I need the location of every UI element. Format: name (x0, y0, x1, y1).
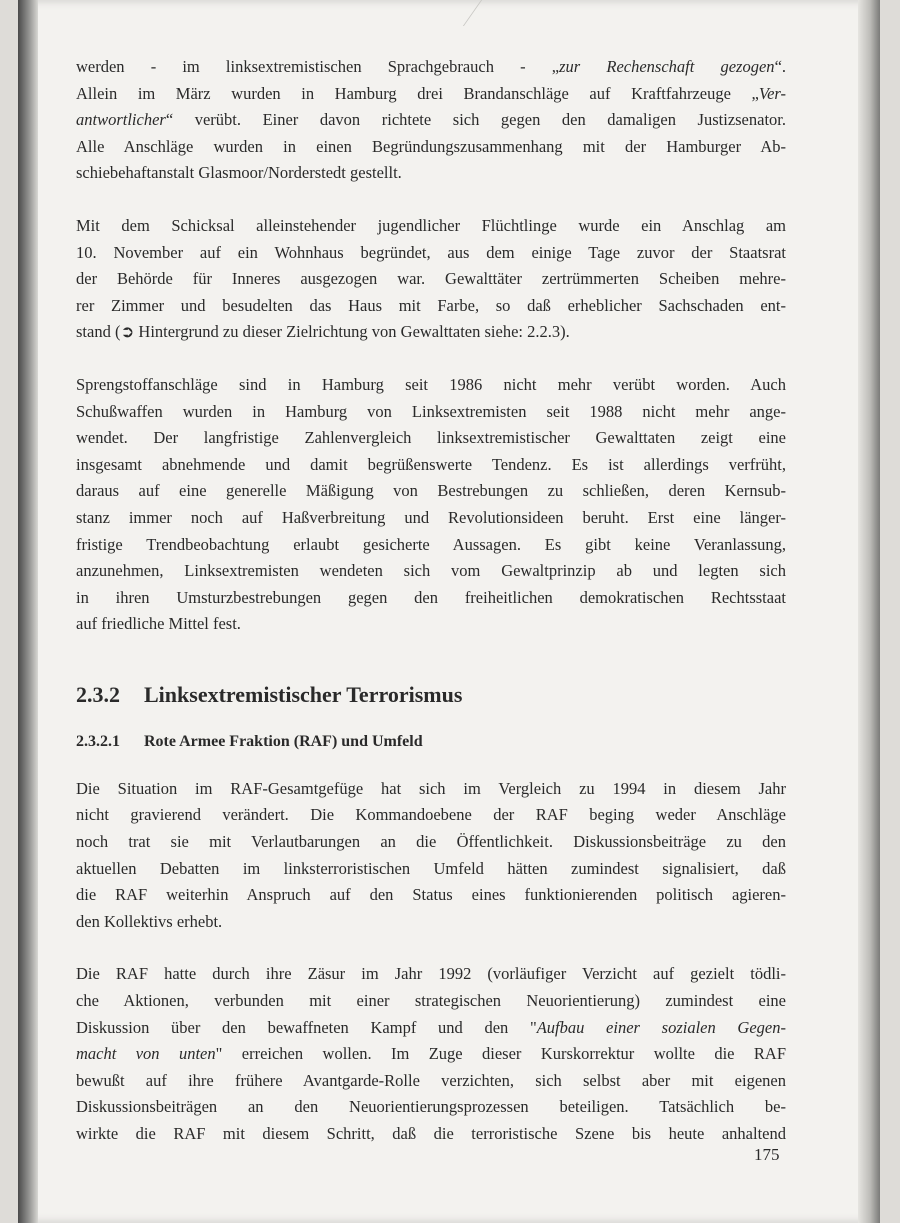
text-run: Alle Anschläge wurden in einen Begründungszusammenhang mit der Hamburger Ab- (76, 136, 786, 156)
text-run: wendet. Der langfristige Zahlenvergleich linksextremistischer Gewalttaten zeigt eine (76, 428, 786, 448)
section-number: 2.3.2 (76, 681, 120, 707)
text-run: “. (774, 57, 787, 76)
text-run: den Kollektivs erhebt. (76, 911, 223, 931)
page-content (76, 54, 786, 1174)
text-line (76, 856, 786, 883)
text-run: " erreichen wollen. Im Zuge dieser Kurskorrektur wollte die RAF (215, 1044, 787, 1064)
subsection-heading (76, 733, 786, 751)
text-line (76, 478, 786, 505)
italic-text: Ver- (758, 83, 786, 103)
text-run: der Behörde für Inneres ausgezogen war. Gewalttäter zertrümmerten Scheiben mehre- (76, 269, 786, 289)
text-line (76, 776, 786, 803)
text-line (76, 882, 786, 909)
text-line (76, 961, 786, 988)
text-run: 10. November auf ein Wohnhaus begründet, aus dem einige Tage zuvor der Staatsrat (76, 242, 786, 262)
text-line (76, 1068, 786, 1095)
text-run: Allein im März wurden in Hamburg drei Brandanschläge auf Kraftfahrzeuge „ (76, 83, 759, 103)
text-run: rer Zimmer und besudelten das Haus mit Farbe, so daß erheblicher Sachschaden ent- (76, 295, 786, 315)
text-line (76, 293, 786, 320)
subsection-title: Rote Armee Fraktion (RAF) und Umfeld (144, 732, 423, 750)
text-run: anzunehmen, Linksextremisten wendeten sich vom Gewaltprinzip ab und legten sich (76, 561, 786, 581)
text-line (76, 558, 786, 585)
text-line (76, 611, 786, 638)
text-run: che Aktionen, verbunden mit einer strategischen Neuorientierung) zumindest eine (76, 991, 786, 1011)
text-line (76, 909, 786, 936)
text-run: in ihren Umsturzbestrebungen gegen den freiheitlichen demokratischen Rechtsstaat (76, 587, 786, 607)
text-run: daraus auf eine generelle Mäßigung von Bestrebungen zu schließen, deren Kernsub- (76, 481, 786, 501)
text-run: Schußwaffen wurden in Hamburg von Linksextremisten seit 1988 nicht mehr ange- (76, 401, 786, 421)
pencil-mark (441, 0, 482, 26)
text-line (76, 1094, 786, 1121)
text-run: insgesamt abnehmende und damit begrüßenswerte Tendenz. Es ist allerdings verfrüht, (76, 454, 786, 474)
text-run: Diskussion über den bewaffneten Kampf und den " (76, 1017, 537, 1037)
text-line (76, 585, 786, 612)
paragraph (76, 54, 786, 187)
text-line (76, 54, 786, 81)
text-line (76, 1041, 786, 1068)
text-run: fristige Trendbeobachtung erlaubt gesicherte Aussagen. Es gibt keine Veranlassung, (76, 534, 786, 554)
text-run: auf friedliche Mittel fest. (76, 614, 241, 634)
text-run: Mit dem Schicksal alleinstehender jugendlicher Flüchtlinge wurde ein Anschlag am (76, 215, 786, 235)
text-run: Sprengstoffanschläge sind in Hamburg seit 1986 nicht mehr verübt worden. Auch (76, 374, 786, 394)
text-run: “ verübt. Einer davon richtete sich gegen den damaligen Justizsenator. (165, 110, 786, 130)
text-run: stanz immer noch auf Haßverbreitung und Revolutionsideen beruht. Erst eine länger- (76, 507, 786, 527)
book-binding-shadow (18, 0, 38, 1223)
paragraph (76, 776, 786, 936)
text-line (76, 425, 786, 452)
text-line (76, 988, 786, 1015)
italic-text: Aufbau einer sozialen Gegen- (536, 1017, 786, 1037)
text-line (76, 399, 786, 426)
text-line (76, 829, 786, 856)
text-run: die RAF weiterhin Anspruch auf den Status eines funktionierenden politisch agieren- (76, 885, 786, 905)
text-line (76, 452, 786, 479)
text-line (76, 266, 786, 293)
text-run: werden - im linksextremistischen Sprachgebrauch - „ (76, 57, 560, 76)
text-line (76, 802, 786, 829)
text-line (76, 160, 786, 187)
text-run: Die Situation im RAF-Gesamtgefüge hat sich im Vergleich zu 1994 in diesem Jahr (76, 778, 786, 798)
paragraph (76, 961, 786, 1147)
section-heading (76, 682, 786, 708)
paragraph (76, 213, 786, 346)
text-run: Die RAF hatte durch ihre Zäsur im Jahr 1992 (vorläufiger Verzicht auf gezielt tödli- (76, 964, 786, 984)
subsection-number: 2.3.2.1 (76, 732, 120, 750)
text-run: stand (➲ Hintergrund zu dieser Zielrichtung von Gewalttaten siehe: 2.2.3). (76, 322, 570, 342)
text-run: noch trat sie mit Verlautbarungen an die Öffentlichkeit. Diskussionsbeiträge zu den (76, 832, 786, 852)
text-block-lower (76, 776, 786, 1148)
text-line (76, 1015, 786, 1042)
page-edge-shadow (858, 0, 880, 1223)
text-line (76, 1121, 786, 1148)
text-run: Diskussionsbeiträgen an den Neuorientierungsprozessen beteiligen. Tatsächlich be- (76, 1097, 786, 1117)
italic-text: zur Rechenschaft gezogen (559, 57, 775, 76)
text-run: bewußt auf ihre frühere Avantgarde-Rolle verzichten, sich selbst aber mit eigenen (76, 1070, 786, 1090)
text-line (76, 319, 786, 346)
text-line (76, 240, 786, 267)
text-run: aktuellen Debatten im linksterroristischen Umfeld hätten zumindest signalisiert, daß (76, 858, 786, 878)
section-title: Linksextremistischer Terrorismus (144, 681, 463, 707)
italic-text: macht von unten (76, 1044, 216, 1064)
text-block-upper (76, 54, 786, 638)
text-line (76, 107, 786, 134)
page-number: 175 (754, 1145, 780, 1164)
text-line (76, 213, 786, 240)
document-page (18, 0, 880, 1223)
text-line (76, 372, 786, 399)
text-run: nicht gravierend verändert. Die Kommandoebene der RAF beging weder Anschläge (76, 805, 786, 825)
text-line (76, 81, 786, 108)
paragraph (76, 372, 786, 638)
text-run: schiebehaftanstalt Glasmoor/Norderstedt gestellt. (76, 163, 402, 183)
text-line (76, 532, 786, 559)
italic-text: antwortlicher (76, 110, 166, 130)
text-line (76, 505, 786, 532)
text-run: wirkte die RAF mit diesem Schritt, daß die terroristische Szene bis heute anhaltend (76, 1124, 786, 1143)
text-line (76, 134, 786, 161)
